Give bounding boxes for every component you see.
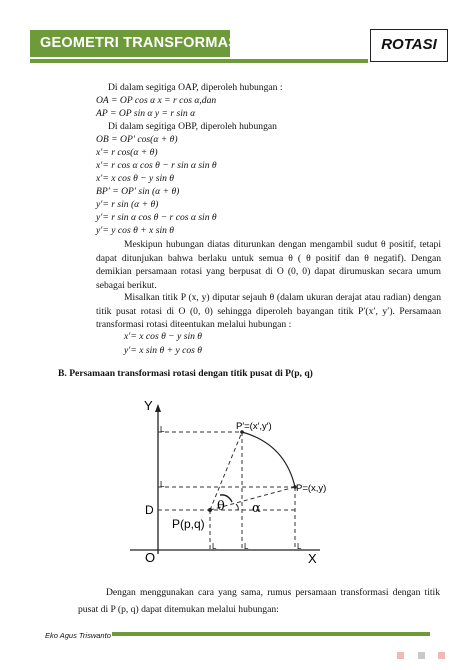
right-angle-1: L [160, 425, 165, 434]
chapter-title: ROTASI [370, 29, 448, 62]
alpha-label: α [252, 501, 261, 516]
eq-rot-x: x′= x cos θ − y sin θ [124, 331, 203, 342]
right-angle-2: L [160, 480, 165, 489]
right-angle-3: L [212, 542, 217, 551]
x-axis-label: X [308, 551, 317, 566]
p-label: P=(x,y) [296, 483, 327, 494]
ray-p-prime [210, 432, 242, 510]
eq-bp: BP′ = OP′ sin (α + θ) [96, 186, 180, 197]
eq-x3: x′= x cos θ − y sin θ [96, 173, 175, 184]
eq-ap: AP = OP sin α y = r sin α [96, 108, 196, 119]
rotation-arc [242, 432, 295, 487]
paragraph-3: Dengan menggunakan cara yang sama, rumus persamaan transformasi dengan titik pusat di P (p, q) dapat ditemukan melalui hubungan: [78, 587, 440, 615]
eq-x2: x′= r cos α cos θ − r sin α sin θ [96, 160, 217, 171]
d-label: D [145, 503, 154, 517]
eq-y1: y′= r sin (α + θ) [96, 199, 159, 210]
header-rule [30, 59, 368, 63]
right-angle-5: L [297, 542, 302, 551]
origin-label: O [145, 550, 156, 565]
footer-square-1 [397, 652, 404, 659]
eq-y3: y′= y cos θ + x sin θ [96, 225, 175, 236]
banner-title: GEOMETRI TRANSFORMASI [30, 30, 230, 57]
paragraph-2: Misalkan titik P (x, y) diputar sejauh θ (dalam ukuran derajat atau radian) dengan titik pusat rotasi di O (0, 0) sehingga diperoleh bayangan titik P′(x′, y′). Persamaan transformasi rotasi diteentukan melalui hubungan : [96, 292, 441, 331]
footer-rule [112, 632, 430, 636]
eq-rot-y: y′= x sin θ + y cos θ [124, 345, 203, 356]
eq-x1: x′= r cos(α + θ) [96, 147, 158, 158]
point-center [208, 508, 212, 512]
paragraph-1: Meskipun hubungan diatas diturunkan dengan mengambil sudut θ positif, tetapi dapat ditunjukan bahwa berlaku untuk semua θ ( θ positif dan θ negatif). Dengan demikian persamaan rotasi yang berpusat di O (0, 0) dapat dirumuskan secara umum sebagai berikut. [96, 239, 441, 291]
y-axis-arrow [155, 404, 161, 412]
footer-author: Eko Agus Triswanto [45, 631, 111, 640]
center-label: P(p,q) [172, 517, 205, 531]
footer-square-2 [418, 652, 425, 659]
text-line-1: Di dalam segitiga OAP, diperoleh hubungan : [108, 82, 283, 93]
y-axis-label: Y [144, 398, 153, 413]
eq-ob: OB = OP′ cos(α + θ) [96, 134, 178, 145]
section-b-heading: B. Persamaan transformasi rotasi dengan titik pusat di P(p, q) [58, 368, 313, 379]
eq-oa: OA = OP cos α x = r cos α,dan [96, 95, 217, 106]
eq-y2: y′= r sin α cos θ − r cos α sin θ [96, 212, 217, 223]
theta-label: θ [217, 499, 225, 514]
p-prime-label: P′=(x′,y′) [236, 421, 272, 432]
footer-square-3 [438, 652, 445, 659]
rotation-diagram [120, 392, 340, 567]
right-angle-4: L [244, 542, 249, 551]
alpha-arc [236, 504, 238, 510]
text-line-2: Di dalam segitiga OBP, diperoleh hubungan [108, 121, 277, 132]
